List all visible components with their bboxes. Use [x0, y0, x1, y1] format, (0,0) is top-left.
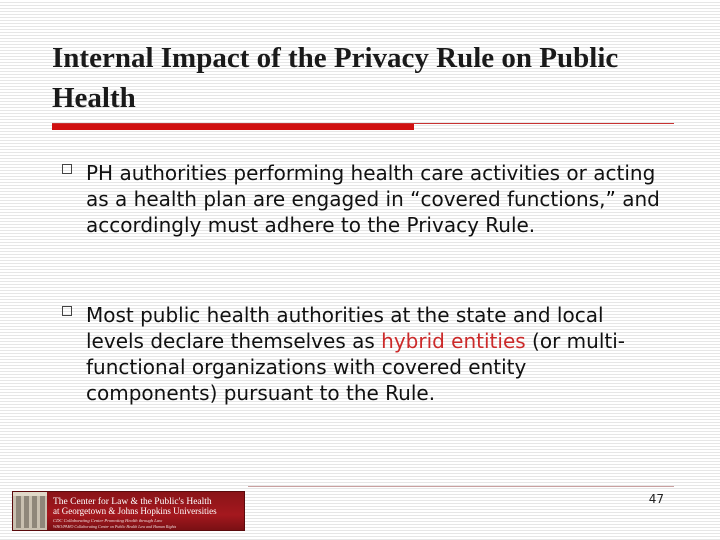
- logo-line-4: WHO/PAHO Collaborating Center on Public Health Law and Human Rights: [53, 524, 177, 529]
- slide-title: Internal Impact of the Privacy Rule on Public Health: [52, 42, 619, 114]
- logo-line-2: at Georgetown & Johns Hopkins Universities: [53, 506, 217, 516]
- square-bullet-icon: [62, 164, 72, 174]
- page-number: 47: [648, 492, 664, 506]
- bullet-item: [62, 302, 662, 406]
- bullet-text-lead: Most public health authorities at the state and local levels declare themselves as: [86, 303, 604, 353]
- highlighted-term: hybrid entities: [381, 329, 526, 353]
- logo-artwork: [13, 492, 245, 531]
- bullet-text-tail: (or multi-functional organizations with covered entity components) pursuant to the Rule.: [86, 329, 625, 405]
- center-for-law-logo: [12, 491, 245, 531]
- footer-divider: [248, 486, 674, 487]
- logo-line-3: CDC Collaborating Center Promoting Health through Law: [53, 518, 163, 523]
- bullet-text: [86, 302, 662, 406]
- bullet-item: [62, 160, 662, 238]
- title-divider-accent: [52, 124, 414, 130]
- square-bullet-icon: [62, 306, 72, 316]
- bullet-text: PH authorities performing health care activities or acting as a health plan are engaged in “covered functions,” and accordingly must adhere to the Privacy Rule.: [86, 161, 660, 237]
- logo-line-1: The Center for Law & the Public's Health: [53, 497, 212, 507]
